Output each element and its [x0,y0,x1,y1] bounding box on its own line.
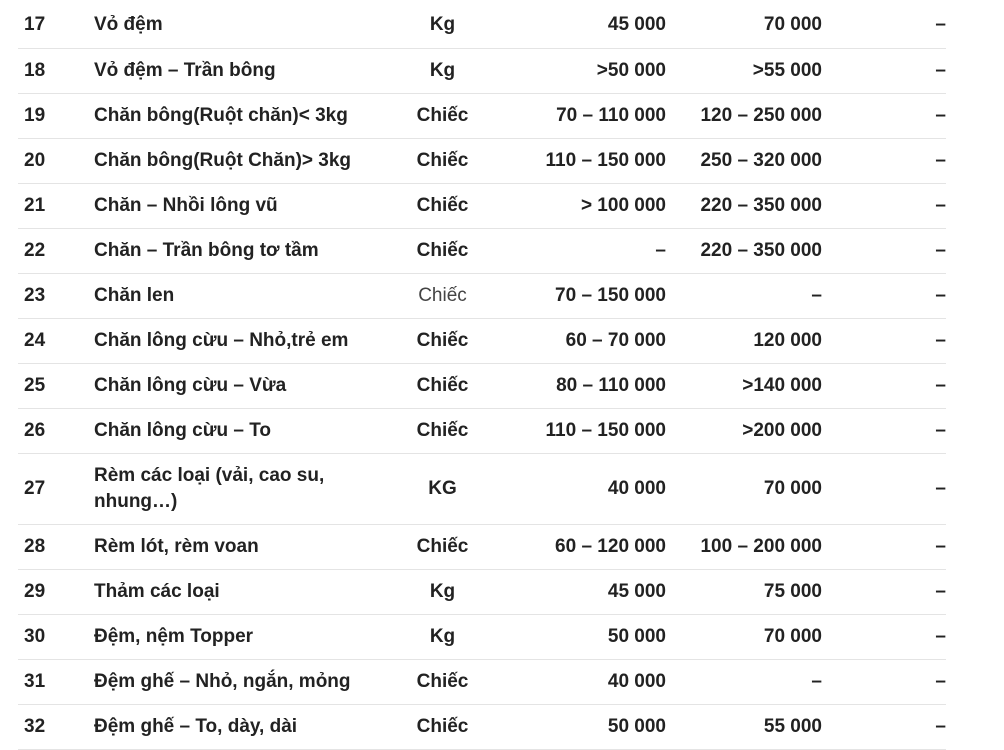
price-col-3: – [822,3,946,48]
item-unit: Kg [394,48,491,93]
price-col-2: 220 – 350 000 [666,228,822,273]
item-unit: KG [394,453,491,524]
price-col-2: 70 000 [666,614,822,659]
price-col-3: – [822,659,946,704]
item-unit: Kg [394,3,491,48]
price-table-container [18,3,946,750]
table-row [18,363,946,408]
item-unit: Chiếc [394,93,491,138]
price-col-1: 60 – 120 000 [491,524,666,569]
price-col-3: – [822,93,946,138]
price-col-3: – [822,704,946,749]
item-name: Rèm các loại (vải, cao su, nhung…) [94,453,394,524]
item-unit: Chiếc [394,363,491,408]
item-unit: Chiếc [394,273,491,318]
item-unit: Kg [394,569,491,614]
price-col-3: – [822,48,946,93]
price-col-2: 70 000 [666,453,822,524]
price-col-2: – [666,659,822,704]
table-row [18,659,946,704]
item-name: Chăn lông cừu – Nhỏ,trẻ em [94,318,394,363]
item-unit: Kg [394,614,491,659]
item-unit: Chiếc [394,408,491,453]
table-row [18,704,946,749]
table-row [18,273,946,318]
price-col-2: >140 000 [666,363,822,408]
item-unit: Chiếc [394,183,491,228]
item-name: Chăn lông cừu – To [94,408,394,453]
item-name: Vỏ đệm – Trần bông [94,48,394,93]
price-table [18,3,946,750]
item-unit: Chiếc [394,659,491,704]
price-col-2: 55 000 [666,704,822,749]
price-col-2: 250 – 320 000 [666,138,822,183]
price-col-1: 40 000 [491,659,666,704]
row-number: 28 [18,524,94,569]
item-unit: Chiếc [394,138,491,183]
item-unit: Chiếc [394,704,491,749]
price-col-2: 70 000 [666,3,822,48]
price-col-1: 45 000 [491,569,666,614]
item-name: Chăn – Trần bông tơ tầm [94,228,394,273]
item-name: Đệm, nệm Topper [94,614,394,659]
item-name: Thảm các loại [94,569,394,614]
price-col-3: – [822,408,946,453]
row-number: 32 [18,704,94,749]
price-col-3: – [822,138,946,183]
price-col-2: 220 – 350 000 [666,183,822,228]
table-row [18,408,946,453]
item-name: Rèm lót, rèm voan [94,524,394,569]
price-col-3: – [822,453,946,524]
price-col-3: – [822,569,946,614]
price-col-2: >200 000 [666,408,822,453]
price-col-1: 110 – 150 000 [491,408,666,453]
price-col-1: – [491,228,666,273]
row-number: 25 [18,363,94,408]
item-name: Chăn – Nhồi lông vũ [94,183,394,228]
item-unit: Chiếc [394,318,491,363]
table-row [18,569,946,614]
price-col-2: 120 000 [666,318,822,363]
price-col-3: – [822,363,946,408]
price-col-1: 110 – 150 000 [491,138,666,183]
price-col-1: 70 – 110 000 [491,93,666,138]
price-col-2: 120 – 250 000 [666,93,822,138]
item-name: Chăn lông cừu – Vừa [94,363,394,408]
price-col-3: – [822,318,946,363]
row-number: 23 [18,273,94,318]
row-number: 18 [18,48,94,93]
row-number: 24 [18,318,94,363]
row-number: 19 [18,93,94,138]
row-number: 17 [18,3,94,48]
price-col-1: 70 – 150 000 [491,273,666,318]
price-col-3: – [822,183,946,228]
price-col-2: 75 000 [666,569,822,614]
row-number: 29 [18,569,94,614]
item-unit: Chiếc [394,228,491,273]
row-number: 21 [18,183,94,228]
price-col-2: 100 – 200 000 [666,524,822,569]
price-col-2: – [666,273,822,318]
table-row [18,48,946,93]
row-number: 31 [18,659,94,704]
table-row [18,138,946,183]
price-col-1: 45 000 [491,3,666,48]
item-name: Vỏ đệm [94,3,394,48]
row-number: 27 [18,453,94,524]
row-number: 22 [18,228,94,273]
table-row [18,228,946,273]
item-name: Chăn bông(Ruột Chăn)> 3kg [94,138,394,183]
price-col-3: – [822,524,946,569]
price-col-3: – [822,614,946,659]
price-col-1: 50 000 [491,704,666,749]
row-number: 26 [18,408,94,453]
row-number: 30 [18,614,94,659]
table-row [18,614,946,659]
price-col-2: >55 000 [666,48,822,93]
price-col-3: – [822,273,946,318]
table-row [18,524,946,569]
table-row [18,3,946,48]
price-col-3: – [822,228,946,273]
price-col-1: > 100 000 [491,183,666,228]
price-col-1: 80 – 110 000 [491,363,666,408]
price-col-1: 50 000 [491,614,666,659]
item-name: Đệm ghế – To, dày, dài [94,704,394,749]
table-row [18,318,946,363]
price-col-1: >50 000 [491,48,666,93]
item-unit: Chiếc [394,524,491,569]
item-name: Chăn len [94,273,394,318]
price-col-1: 60 – 70 000 [491,318,666,363]
item-name: Đệm ghế – Nhỏ, ngắn, mỏng [94,659,394,704]
row-number: 20 [18,138,94,183]
table-row [18,93,946,138]
item-name: Chăn bông(Ruột chăn)< 3kg [94,93,394,138]
price-col-1: 40 000 [491,453,666,524]
table-row [18,183,946,228]
table-row [18,453,946,524]
